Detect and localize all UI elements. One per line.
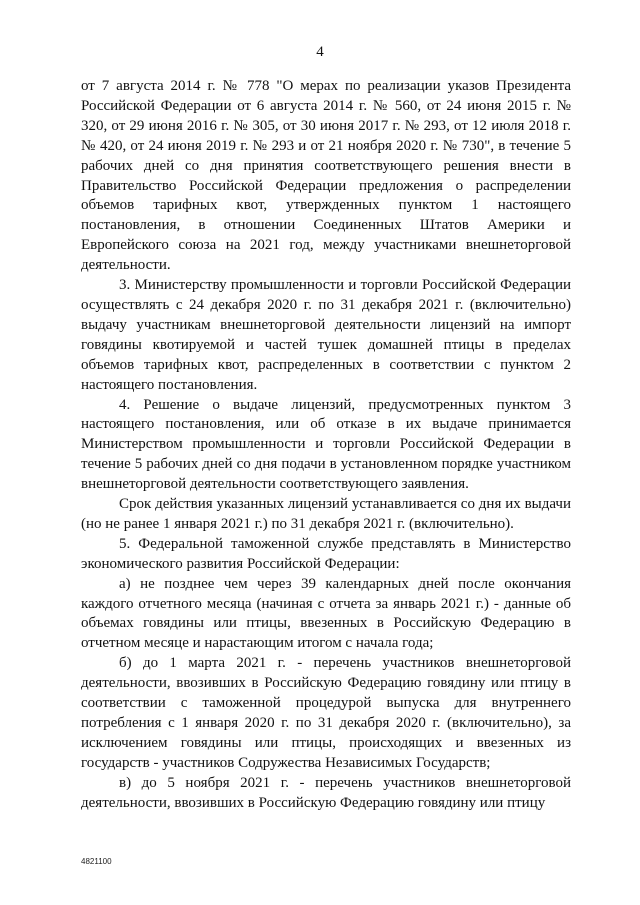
paragraph-continuation: от 7 августа 2014 г. № 778 "О мерах по реализации указов Президента Российской Федерации от 6 августа 2014 г. № 560, от 24 июня 2015 г. № 320, от 29 июня 2016 г. № 305, от 30 июня 2017 г. № 293, от 12 июля 2018 г. № 420, от 24 июня 2019 г. № 293 и от 21 ноября 2020 г. № 730", в течение 5 рабочих дней со дня принятия соответствующего решения внести в Правительство Российской Федерации предложения о распределении объемов тарифных квот, утвержденных пунктом 1 настоящего постановления, в отношении Соединенных Штатов Америки и Европейского союза на 2021 год, между участниками внешнеторговой деятельности. bbox=[81, 78, 571, 274]
paragraph-subitem-b: б) до 1 марта 2021 г. - перечень участников внешнеторговой деятельности, ввозивших в Российскую Федерацию говядину или птицу в соответствии с таможенной процедурой выпуска для внутреннего потребления с 1 января 2020 г. по 31 декабря 2020 г. (включительно), за исключением говядины или птицы, происходящих и ввезенных из государств - участников Содружества Независимых Государств; bbox=[81, 655, 571, 771]
paragraph-item-3: 3. Министерству промышленности и торговли Российской Федерации осуществлять с 24 декабря 2020 г. по 31 декабря 2021 г. (включительно) выдачу участникам внешнеторговой деятельности лицензий на импорт говядины квотируемой и частей тушек домашней птицы в пределах объемов тарифных квот, распределенных в соответствии с пунктом 2 настоящего постановления. bbox=[81, 277, 571, 393]
paragraph-item-5: 5. Федеральной таможенной службе представлять в Министерство экономического развития Российской Федерации: bbox=[81, 535, 571, 572]
paragraph-subitem-c: в) до 5 ноября 2021 г. - перечень участников внешнеторговой деятельности, ввозивших в Российскую Федерацию говядину или птицу bbox=[81, 774, 571, 811]
document-body bbox=[81, 77, 571, 814]
paragraph-license-term: Срок действия указанных лицензий устанавливается со дня их выдачи (но не ранее 1 января 2021 г.) по 31 декабря 2021 г. (включительно). bbox=[81, 496, 571, 532]
document-id: 4821100 bbox=[81, 857, 112, 866]
page-number: 4 bbox=[316, 44, 324, 60]
paragraph-subitem-a: а) не позднее чем через 39 календарных дней после окончания каждого отчетного месяца (начиная с отчета за январь 2021 г.) - данные об объемах говядины или птицы, ввезенных в Российскую Федерацию в отчетном месяце и нарастающим итогом с начала года; bbox=[81, 575, 571, 652]
paragraph-item-4: 4. Решение о выдаче лицензий, предусмотренных пунктом 3 настоящего постановления, или об отказе в их выдаче принимается Министерством промышленности и торговли Российской Федерации в течение 5 рабочих дней со дня подачи в установленном порядке участником внешнеторговой деятельности соответствующего заявления. bbox=[81, 396, 571, 493]
